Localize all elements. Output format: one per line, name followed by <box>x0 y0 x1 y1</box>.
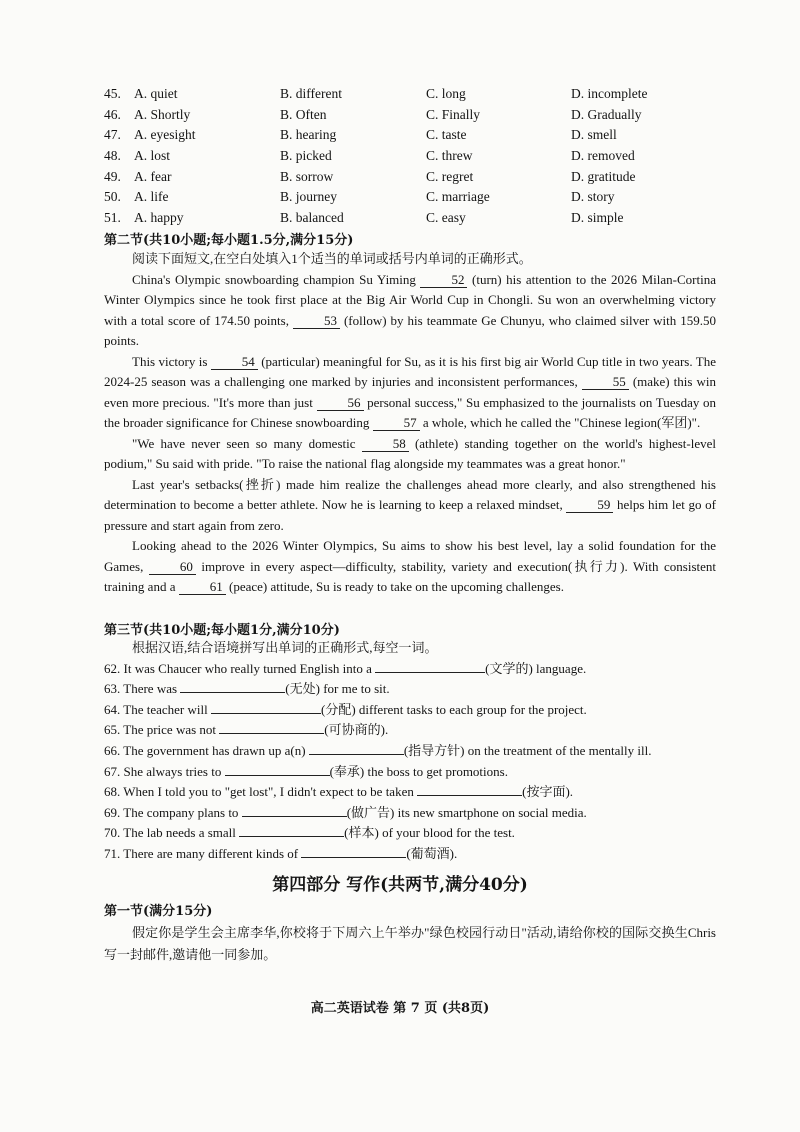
fill-item-62 <box>104 659 724 680</box>
item-text: 64. The teacher will <box>104 701 211 717</box>
text-run: China's Olympic snowboarding champion Su Yiming <box>132 271 421 287</box>
text-run: (turn) his attention to the 2026 Milan-Cortina Winter Olympics since he took first place at the Big Air World Cup in Chongli. Su won an overwhelming victory with a total score of 174.50 points, <box>104 271 716 328</box>
part-4-section-1-heading: 第一节(满分15分) <box>104 904 213 919</box>
option-d: D. simple <box>571 210 624 226</box>
question-number: 49. <box>104 168 121 184</box>
option-a: A. fear <box>134 168 172 184</box>
item-text: 66. The government has drawn up a(n) <box>104 742 309 758</box>
text-run: (peace) attitude, Su is ready to take on the upcoming challenges. <box>225 579 564 594</box>
blank-61[interactable]: 61 <box>179 580 226 595</box>
item-hint: (葡萄酒). <box>406 845 458 861</box>
option-a: A. eyesight <box>134 127 196 143</box>
option-c: C. long <box>426 86 466 101</box>
option-d: D. incomplete <box>571 86 648 101</box>
option-c: C. threw <box>426 148 473 164</box>
option-c: C. Finally <box>426 106 481 122</box>
mc-row-45 <box>104 84 744 105</box>
item-hint: (样本) of your blood for the test. <box>344 825 515 841</box>
option-b: B. different <box>280 86 342 101</box>
blank-59[interactable]: 59 <box>566 498 613 513</box>
section-3-items <box>104 638 724 865</box>
fill-item-64 <box>104 700 724 721</box>
section-2-passage <box>104 249 716 598</box>
passage-paragraph-5 <box>104 536 716 598</box>
option-b: B. journey <box>280 189 337 205</box>
option-a: A. happy <box>134 210 184 226</box>
item-text: 62. It was Chaucer who really turned English into a <box>104 660 376 676</box>
text-run: (follow) by his teammate Ge Chunyu, who claimed silver with 159.50 points. <box>104 312 717 348</box>
option-a: A. Shortly <box>134 106 191 122</box>
section-2-instruction: 阅读下面短文,在空白处填入1个适当的单词或括号内单词的正确形式。 <box>132 251 532 266</box>
text-run: a whole, which he called the "Chinese legion(军团)". <box>419 415 701 430</box>
option-a: A. life <box>134 189 169 205</box>
section-3-instruction: 根据汉语,结合语境拼写出单词的正确形式,每空一词。 <box>132 640 438 655</box>
option-c: C. regret <box>426 168 474 184</box>
writing-prompt <box>104 922 716 966</box>
option-d: D. smell <box>571 127 617 143</box>
item-text: 71. There are many different kinds of <box>104 845 302 861</box>
question-number: 47. <box>104 127 121 143</box>
fill-item-66 <box>104 741 724 762</box>
answer-blank[interactable] <box>417 783 522 796</box>
option-c: C. marriage <box>426 189 490 205</box>
option-b: B. sorrow <box>280 168 334 184</box>
answer-blank[interactable] <box>211 701 321 714</box>
option-d: D. gratitude <box>571 168 636 184</box>
multiple-choice-options <box>104 84 744 229</box>
text-run: Looking ahead to the 2026 Winter Olympics, Su aims to show his best level, lay a solid foundation for the Games, <box>104 538 716 574</box>
fill-item-70 <box>104 823 724 844</box>
passage-paragraph-2 <box>104 352 716 434</box>
passage-paragraph-3 <box>104 434 716 475</box>
mc-row-46 <box>104 105 744 126</box>
option-a: A. lost <box>134 148 171 164</box>
section-2-heading: 第二节(共10小题;每小题1.5分,满分15分) <box>104 233 354 248</box>
text-run: personal success," Su emphasized to the journalists on Tuesday on the broader significance for Chinese snowboarding <box>104 394 716 430</box>
text-run: Last year's setbacks(挫折) made him realize the challenges ahead more clearly, and also strengthened his determination to become a better athlete. Now he is learning to keep a relaxed mindset, <box>104 476 716 512</box>
item-hint: (文学的) language. <box>485 660 587 676</box>
passage-paragraph-4 <box>104 475 716 537</box>
blank-58[interactable]: 58 <box>362 437 409 452</box>
item-text: 70. The lab needs a small <box>104 825 240 841</box>
fill-item-65 <box>104 720 724 741</box>
blank-53[interactable]: 53 <box>293 314 340 329</box>
item-text: 68. When I told you to "get lost", I didn't expect to be taken <box>104 784 418 800</box>
item-hint: (做广告) its new smartphone on social media. <box>346 804 587 820</box>
text-run: improve in every aspect—difficulty, stability, variety and execution(执行力). With consistent training and a <box>104 558 716 594</box>
blank-60[interactable]: 60 <box>149 560 196 575</box>
page-footer: 高二英语试卷 第 7 页 (共8页) <box>310 1001 490 1016</box>
item-hint: (可协商的). <box>324 722 389 738</box>
mc-row-51 <box>104 208 744 229</box>
item-hint: (指导方针) on the treatment of the mentally ill. <box>403 742 652 758</box>
blank-56[interactable]: 56 <box>317 396 364 411</box>
blank-54[interactable]: 54 <box>211 355 258 370</box>
fill-item-67 <box>104 762 724 783</box>
answer-blank[interactable] <box>301 845 406 858</box>
section-3-heading: 第三节(共10小题;每小题1分,满分10分) <box>104 623 340 638</box>
question-number: 50. <box>104 189 121 205</box>
fill-item-68 <box>104 782 724 803</box>
text-run: (athlete) standing together on the world's highest-level podium," Su said with pride. "To raise the national flag alongside my teammates was a great honor." <box>104 435 716 471</box>
option-c: C. easy <box>426 210 466 226</box>
answer-blank[interactable] <box>180 680 285 693</box>
item-text: 67. She always tries to <box>104 763 225 779</box>
option-d: D. Gradually <box>571 106 642 122</box>
option-d: D. removed <box>571 148 635 164</box>
text-run: (make) this win even more precious. "It's more than just <box>104 374 717 410</box>
blank-52[interactable]: 52 <box>420 273 467 288</box>
item-text: 69. The company plans to <box>104 804 242 820</box>
text-run: "We have never seen so many domestic <box>132 435 362 451</box>
option-b: B. picked <box>280 148 332 164</box>
question-number: 51. <box>104 210 121 226</box>
answer-blank[interactable] <box>219 721 324 734</box>
text-run: (particular) meaningful for Su, as it is his first big air World Cup title in two years. The 2024-25 season was a challenging one marked by injuries and inconsistent performances, <box>104 353 716 389</box>
question-number: 48. <box>104 148 121 164</box>
option-a: A. quiet <box>134 86 178 101</box>
writing-prompt-text: 假定你是学生会主席李华,你校将于下周六上午举办"绿色校园行动日"活动,请给你校的国际交换生Chris写一封邮件,邀请他一同参加。 <box>104 925 716 962</box>
answer-blank[interactable] <box>375 660 485 673</box>
option-c: C. taste <box>426 127 467 143</box>
text-run: This victory is <box>132 353 211 369</box>
mc-row-48 <box>104 146 744 167</box>
question-number: 46. <box>104 106 121 122</box>
mc-row-50 <box>104 187 744 208</box>
option-b: B. hearing <box>280 127 337 143</box>
answer-blank[interactable] <box>242 804 347 817</box>
answer-blank[interactable] <box>309 742 404 755</box>
fill-item-63 <box>104 679 724 700</box>
mc-row-49 <box>104 167 744 188</box>
item-text: 63. There was <box>104 681 181 697</box>
item-text: 65. The price was not <box>104 722 220 738</box>
blank-57[interactable]: 57 <box>373 416 420 431</box>
item-hint: (无处) for me to sit. <box>285 681 390 697</box>
blank-55[interactable]: 55 <box>582 375 629 390</box>
text-run: helps him let go of pressure and start again from zero. <box>104 497 716 533</box>
answer-blank[interactable] <box>225 763 330 776</box>
item-hint: (奉承) the boss to get promotions. <box>329 763 508 779</box>
fill-item-69 <box>104 803 724 824</box>
passage-paragraph-1 <box>104 270 716 352</box>
item-hint: (按字面). <box>522 784 574 800</box>
answer-blank[interactable] <box>239 824 344 837</box>
fill-item-71 <box>104 844 724 865</box>
option-b: B. Often <box>280 106 327 122</box>
item-hint: (分配) different tasks to each group for the project. <box>320 701 587 717</box>
part-4-title: 第四部分 写作(共两节,满分40分) <box>272 875 528 895</box>
question-number: 45. <box>104 86 121 101</box>
option-d: D. story <box>571 189 615 205</box>
mc-row-47 <box>104 125 744 146</box>
option-b: B. balanced <box>280 210 344 226</box>
